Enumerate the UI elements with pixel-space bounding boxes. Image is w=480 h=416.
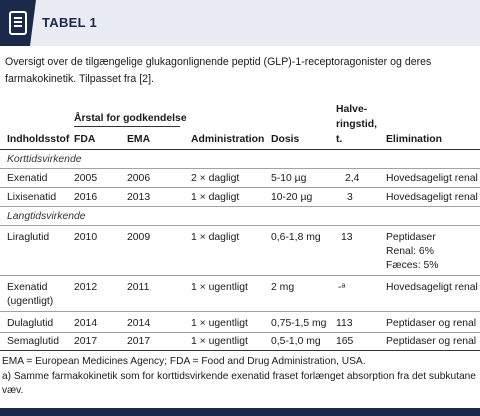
cell-fda: 2010 (74, 232, 98, 243)
footnote-abbreviations: EMA = European Medicines Agency; FDA = Food and Drug Administration, USA. (2, 356, 366, 367)
table-caption: Oversigt over de tilgængelige glukagonlignende peptid (GLP)-1-receptoragonister og deres farmakokinetik. Tilpasset fra [2]. (5, 56, 432, 85)
cell-substance: Semaglutid (7, 336, 59, 347)
row-divider (0, 275, 480, 276)
cell-dose: 5-10 µg (271, 173, 307, 184)
cell-substance: Liraglutid (7, 232, 50, 243)
cell-substance: Exenatid (7, 282, 48, 293)
cell-dose: 2 mg (271, 282, 295, 293)
cell-fda: 2005 (74, 173, 98, 184)
cell-admin: 1 × dagligt (191, 192, 240, 203)
header-halflife-1: Halve- (336, 104, 368, 115)
header-administration: Administration (191, 134, 265, 145)
table-bottom-rule (0, 350, 480, 351)
cell-elimination: Peptidaser og renal (386, 318, 477, 329)
cell-halflife: 165 (336, 336, 354, 347)
cell-elimination-renal: Renal: 6% (386, 246, 434, 257)
header-substance: Indholdsstof (7, 134, 70, 145)
row-divider (0, 206, 480, 207)
cell-fda: 2016 (74, 192, 98, 203)
cell-ema: 2013 (127, 192, 151, 203)
cell-ema: 2017 (127, 336, 151, 347)
cell-fda: 2014 (74, 318, 98, 329)
cell-admin: 1 × ugentligt (191, 336, 248, 347)
cell-elimination: Hovedsageligt renal (386, 173, 478, 184)
table-header (0, 0, 480, 46)
cell-fda: 2012 (74, 282, 98, 293)
header-fda: FDA (74, 134, 96, 145)
cell-halflife: 113 (336, 318, 353, 329)
document-icon (8, 10, 28, 36)
section-long-acting: Langtidsvirkende (7, 211, 86, 222)
bottom-bar (0, 408, 480, 416)
footnote-a-line1: a) Samme farmakokinetik som for korttidsvirkende exenatid fraset forlænget absorption fra det subkutane (2, 371, 476, 382)
cell-halflife: 3 (347, 192, 353, 203)
header-ema: EMA (127, 134, 151, 145)
cell-elimination: Peptidaser og renal (386, 336, 477, 347)
header-elimination: Elimination (386, 134, 442, 145)
group-header-approval: Årstal for godkendelse (74, 113, 187, 124)
group-header-underline (74, 126, 180, 127)
row-divider (0, 311, 480, 312)
row-divider (0, 332, 480, 333)
cell-dose: 0,75-1,5 mg (271, 318, 327, 329)
cell-dose: 10-20 µg (271, 192, 313, 203)
cell-elimination: Peptidaser (386, 232, 436, 243)
row-divider (0, 168, 480, 169)
cell-dose: 0,5-1,0 mg (271, 336, 321, 347)
header-halflife-3: t. (336, 134, 343, 145)
cell-ema: 2014 (127, 318, 151, 329)
row-divider (0, 225, 480, 226)
cell-elimination: Hovedsageligt renal (386, 192, 478, 203)
row-divider (0, 187, 480, 188)
header-halflife-2: ringstid, (336, 119, 377, 130)
cell-substance: Exenatid (7, 173, 48, 184)
cell-admin: 1 × ugentligt (191, 318, 248, 329)
header-dose: Dosis (271, 134, 300, 145)
table-number: TABEL 1 (42, 15, 98, 30)
cell-admin: 2 × dagligt (191, 173, 240, 184)
cell-substance: Lixisenatid (7, 192, 57, 203)
header-rule (0, 149, 480, 150)
cell-substance-weekly: (ugentligt) (7, 296, 54, 307)
section-short-acting: Korttidsvirkende (7, 154, 82, 165)
footnote-a-line2: væv. (2, 385, 24, 396)
cell-ema: 2009 (127, 232, 151, 243)
cell-admin: 1 × ugentligt (191, 282, 248, 293)
cell-elimination-faeces: Fæces: 5% (386, 260, 439, 271)
cell-dose: 0,6-1,8 mg (271, 232, 321, 243)
cell-ema: 2011 (127, 282, 150, 293)
cell-substance: Dulaglutid (7, 318, 54, 329)
cell-admin: 1 × dagligt (191, 232, 240, 243)
cell-elimination: Hovedsageligt renal (386, 282, 478, 293)
cell-ema: 2006 (127, 173, 151, 184)
cell-fda: 2017 (74, 336, 98, 347)
cell-halflife: 13 (341, 232, 353, 243)
cell-halflife: -ᵃ (338, 282, 346, 293)
cell-halflife: 2,4 (345, 173, 360, 184)
